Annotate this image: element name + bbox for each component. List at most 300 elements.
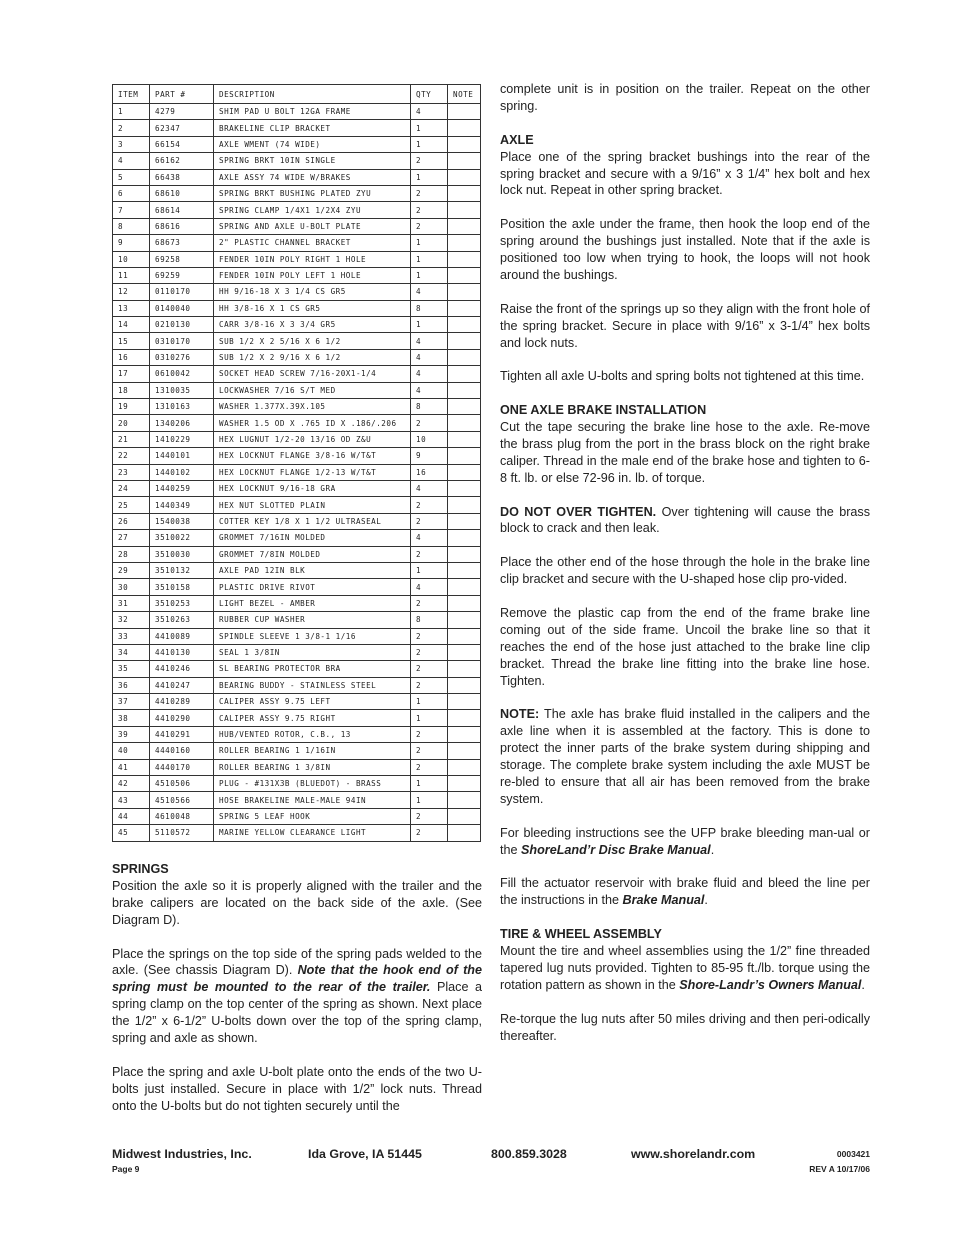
table-cell: 5110572 xyxy=(150,825,214,841)
table-cell: 8 xyxy=(411,399,448,415)
table-cell: PLASTIC DRIVE RIVOT xyxy=(214,579,411,595)
table-row xyxy=(113,218,481,234)
table-cell xyxy=(448,808,481,824)
table-cell: 1 xyxy=(113,104,150,120)
table-cell: ROLLER BEARING 1 1/16IN xyxy=(214,743,411,759)
table-cell: 4440160 xyxy=(150,743,214,759)
table-cell: FENDER 10IN POLY RIGHT 1 HOLE xyxy=(214,251,411,267)
table-cell: 25 xyxy=(113,497,150,513)
table-cell xyxy=(448,448,481,464)
table-row xyxy=(113,153,481,169)
table-row xyxy=(113,300,481,316)
table-row xyxy=(113,546,481,562)
table-cell: 10 xyxy=(113,251,150,267)
table-cell: 1 xyxy=(411,694,448,710)
table-cell: 68616 xyxy=(150,218,214,234)
springs-heading: SPRINGS xyxy=(112,862,169,876)
table-cell xyxy=(448,382,481,398)
table-cell: 4410089 xyxy=(150,628,214,644)
bleeding-text: For bleeding instructions see the UFP brake bleeding man-ual or the xyxy=(500,825,870,857)
table-cell: 4 xyxy=(411,579,448,595)
brake-warning: DO NOT OVER TIGHTEN. xyxy=(500,504,657,519)
table-cell: 1310163 xyxy=(150,399,214,415)
table-cell: 2 xyxy=(411,759,448,775)
table-cell: 69259 xyxy=(150,267,214,283)
footer-website: www.shorelandr.com xyxy=(631,1147,756,1161)
table-cell: 2 xyxy=(411,808,448,824)
table-cell: SL BEARING PROTECTOR BRA xyxy=(214,661,411,677)
table-cell: 1410229 xyxy=(150,431,214,447)
table-row xyxy=(113,202,481,218)
table-cell xyxy=(448,349,481,365)
table-cell xyxy=(448,218,481,234)
table-row xyxy=(113,185,481,201)
table-cell: 2 xyxy=(411,153,448,169)
table-cell: COTTER KEY 1/8 X 1 1/2 ULTRASEAL xyxy=(214,513,411,529)
axle-heading: AXLE xyxy=(500,132,534,147)
table-cell: 14 xyxy=(113,317,150,333)
table-cell xyxy=(448,104,481,120)
axle-paragraph-1: Place one of the spring bracket bushings into the rear of the spring bracket and secure with a 9/16” x 3 1/4” hex bolt and hex lock nut. Repeat in other spring bracket. xyxy=(500,149,870,198)
table-cell: 33 xyxy=(113,628,150,644)
table-row xyxy=(113,661,481,677)
table-row xyxy=(113,333,481,349)
axle-paragraph-4: Tighten all axle U-bolts and spring bolts not tightened at this time. xyxy=(500,369,865,384)
table-cell: 4 xyxy=(411,104,448,120)
table-cell: 0110170 xyxy=(150,284,214,300)
table-row xyxy=(113,726,481,742)
table-cell: 0310276 xyxy=(150,349,214,365)
table-cell: 4 xyxy=(411,349,448,365)
table-row xyxy=(113,349,481,365)
table-cell: SUB 1/2 X 2 9/16 X 6 1/2 xyxy=(214,349,411,365)
table-cell: 16 xyxy=(411,464,448,480)
table-cell: 36 xyxy=(113,677,150,693)
table-cell: SPRING 5 LEAF HOOK xyxy=(214,808,411,824)
table-cell xyxy=(448,694,481,710)
table-row xyxy=(113,677,481,693)
table-cell: GROMMET 7/16IN MOLDED xyxy=(214,530,411,546)
table-cell: 1 xyxy=(411,317,448,333)
table-cell: 34 xyxy=(113,644,150,660)
bleeding-end: . xyxy=(710,842,715,857)
table-cell: 4 xyxy=(411,382,448,398)
table-row xyxy=(113,104,481,120)
table-row xyxy=(113,448,481,464)
note-text: The axle has brake fluid installed in the calipers and the axle line when it is assembled at the factory. This is done to protect the inner parts of the brake system during shipping and storage. The complete brake system including the axle MUST be re-bled to ensure that all air has been removed from the brake system. xyxy=(500,707,870,806)
table-cell: 4510506 xyxy=(150,776,214,792)
table-cell xyxy=(448,169,481,185)
table-cell: 2 xyxy=(411,628,448,644)
table-row xyxy=(113,579,481,595)
table-cell: CARR 3/8-16 X 3 3/4 GR5 xyxy=(214,317,411,333)
table-row xyxy=(113,399,481,415)
table-cell: 3510263 xyxy=(150,612,214,628)
table-cell: LIGHT BEZEL - AMBER xyxy=(214,595,411,611)
table-cell: SPRING BRKT BUSHING PLATED ZYU xyxy=(214,185,411,201)
table-cell: 1 xyxy=(411,169,448,185)
table-row xyxy=(113,464,481,480)
table-cell: 15 xyxy=(113,333,150,349)
table-cell: 1440102 xyxy=(150,464,214,480)
table-cell: 2 xyxy=(113,120,150,136)
table-cell: 20 xyxy=(113,415,150,431)
table-cell: SUB 1/2 X 2 5/16 X 6 1/2 xyxy=(214,333,411,349)
brake-paragraph-4: Remove the plastic cap from the end of the frame brake line coming out of the side frame. Uncoil the brake line so that it reaches the end of the hose just attached to the brake line clip bracket. Thread the brake line fitting into the brake line hose. Tighten. xyxy=(500,605,870,688)
table-cell: 6 xyxy=(113,185,150,201)
springs-paragraph-3: Place the spring and axle U-bolt plate onto the ends of the two U-bolts just installed. Secure in place with 1/2” lock nuts. Thread onto the U-bolts but do not tighten securely until the xyxy=(112,1064,482,1113)
table-cell xyxy=(448,136,481,152)
table-cell: 31 xyxy=(113,595,150,611)
table-row xyxy=(113,497,481,513)
table-cell: 8 xyxy=(411,612,448,628)
table-cell: HOSE BRAKELINE MALE-MALE 94IN xyxy=(214,792,411,808)
table-cell xyxy=(448,825,481,841)
table-cell xyxy=(448,202,481,218)
table-cell: 11 xyxy=(113,267,150,283)
table-cell: 29 xyxy=(113,562,150,578)
table-row xyxy=(113,136,481,152)
table-cell: 2 xyxy=(411,644,448,660)
table-cell: SPRING CLAMP 1/4X1 1/2X4 ZYU xyxy=(214,202,411,218)
table-cell xyxy=(448,579,481,595)
footer-city: Ida Grove, IA 51445 xyxy=(308,1147,422,1161)
table-cell: BEARING BUDDY - STAINLESS STEEL xyxy=(214,677,411,693)
table-row xyxy=(113,366,481,382)
table-cell: 2 xyxy=(411,546,448,562)
table-cell: 4410291 xyxy=(150,726,214,742)
table-cell: 41 xyxy=(113,759,150,775)
table-cell: 27 xyxy=(113,530,150,546)
table-cell: 38 xyxy=(113,710,150,726)
table-cell: 4410247 xyxy=(150,677,214,693)
table-cell: 9 xyxy=(113,235,150,251)
table-cell: 2" PLASTIC CHANNEL BRACKET xyxy=(214,235,411,251)
right-column xyxy=(500,81,870,1044)
table-cell: 1 xyxy=(411,235,448,251)
table-cell: 1310035 xyxy=(150,382,214,398)
table-cell: 4 xyxy=(113,153,150,169)
owners-manual-ref: Shore-Landr’s Owners Manual xyxy=(679,977,862,992)
table-row xyxy=(113,251,481,267)
table-cell: SEAL 1 3/8IN xyxy=(214,644,411,660)
parts-header-cell: NOTE xyxy=(448,85,481,104)
table-cell: 4510566 xyxy=(150,792,214,808)
table-cell xyxy=(448,743,481,759)
table-row xyxy=(113,480,481,496)
table-cell: 4610048 xyxy=(150,808,214,824)
table-cell: HEX LOCKNUT FLANGE 3/8-16 W/T&T xyxy=(214,448,411,464)
table-cell: 1440349 xyxy=(150,497,214,513)
table-cell xyxy=(448,415,481,431)
table-row xyxy=(113,317,481,333)
table-cell xyxy=(448,366,481,382)
table-row xyxy=(113,562,481,578)
table-row xyxy=(113,530,481,546)
note-label: NOTE: xyxy=(500,707,540,722)
table-cell: 10 xyxy=(411,431,448,447)
table-cell xyxy=(448,480,481,496)
table-row xyxy=(113,612,481,628)
table-cell xyxy=(448,464,481,480)
table-cell: 3510158 xyxy=(150,579,214,595)
table-cell: HH 9/16-18 X 3 1/4 CS GR5 xyxy=(214,284,411,300)
springs-paragraph-2 xyxy=(112,946,482,1047)
footer-company: Midwest Industries, Inc. xyxy=(112,1147,252,1161)
table-row xyxy=(113,792,481,808)
table-row xyxy=(113,743,481,759)
springs-warning: Note that the hook end of the spring must be mounted to the rear of the trailer. xyxy=(112,963,482,995)
table-cell: BRAKELINE CLIP BRACKET xyxy=(214,120,411,136)
table-cell: WASHER 1.5 OD X .765 ID X .186/.206 xyxy=(214,415,411,431)
table-cell: 8 xyxy=(411,300,448,316)
table-cell: 1 xyxy=(411,120,448,136)
table-cell xyxy=(448,399,481,415)
brake-paragraph-3: Place the other end of the hose through the hole in the brake line clip bracket and secure with the U-shaped hose clip pro-vided. xyxy=(500,555,870,587)
table-cell: 18 xyxy=(113,382,150,398)
table-row xyxy=(113,776,481,792)
footer-phone: 800.859.3028 xyxy=(491,1147,567,1161)
springs-text: Place the springs on the top side of the spring pads welded to the axle. (See chassis Diagram D). xyxy=(112,946,482,978)
table-cell: AXLE WMENT (74 WIDE) xyxy=(214,136,411,152)
table-cell xyxy=(448,562,481,578)
table-row xyxy=(113,513,481,529)
axle-paragraph-3: Raise the front of the springs up so they align with the front hole of the spring bracket. Secure in place with 9/16” x 3-1/4” hex bolts and lock nuts. xyxy=(500,301,870,350)
table-cell: 4 xyxy=(411,530,448,546)
table-cell: GROMMET 7/8IN MOLDED xyxy=(214,546,411,562)
table-cell xyxy=(448,677,481,693)
table-cell: 4410246 xyxy=(150,661,214,677)
table-cell: 2 xyxy=(411,726,448,742)
tire-paragraph xyxy=(500,943,870,994)
table-cell: WASHER 1.377X.39X.105 xyxy=(214,399,411,415)
table-cell xyxy=(448,759,481,775)
table-cell: 40 xyxy=(113,743,150,759)
parts-header-cell: QTY xyxy=(411,85,448,104)
table-row xyxy=(113,120,481,136)
table-cell: 19 xyxy=(113,399,150,415)
fill-paragraph xyxy=(500,875,870,909)
table-cell: HEX LUGNUT 1/2-20 13/16 OD Z&U xyxy=(214,431,411,447)
table-cell: 2 xyxy=(411,497,448,513)
footer-doc-number: 0003421 xyxy=(836,1149,870,1159)
bleeding-paragraph xyxy=(500,825,870,859)
table-cell xyxy=(448,185,481,201)
table-cell: 13 xyxy=(113,300,150,316)
table-cell: 1440259 xyxy=(150,480,214,496)
table-row xyxy=(113,644,481,660)
table-cell xyxy=(448,628,481,644)
table-cell: 3510030 xyxy=(150,546,214,562)
table-cell: 2 xyxy=(411,415,448,431)
table-cell: 2 xyxy=(411,661,448,677)
table-cell: CALIPER ASSY 9.75 LEFT xyxy=(214,694,411,710)
table-cell xyxy=(448,153,481,169)
table-cell: 45 xyxy=(113,825,150,841)
continued-paragraph: complete unit is in position on the trailer. Repeat on the other spring. xyxy=(500,82,870,113)
tire-text: Mount the tire and wheel assemblies using the 1/2” fine threaded tapered lug nuts provided. Tighten to 85-95 ft./lb. torque using the rotation pattern as shown in the xyxy=(500,944,870,992)
table-cell: 4440170 xyxy=(150,759,214,775)
table-row xyxy=(113,825,481,841)
table-cell: MARINE YELLOW CLEARANCE LIGHT xyxy=(214,825,411,841)
table-cell: 66154 xyxy=(150,136,214,152)
table-cell: HEX LOCKNUT 9/16-18 GRA xyxy=(214,480,411,496)
table-cell: 1 xyxy=(411,562,448,578)
table-cell: 66438 xyxy=(150,169,214,185)
note-paragraph xyxy=(500,706,870,807)
table-cell xyxy=(448,595,481,611)
table-cell: SPRING AND AXLE U-BOLT PLATE xyxy=(214,218,411,234)
table-cell: 4410289 xyxy=(150,694,214,710)
table-cell: 17 xyxy=(113,366,150,382)
table-cell: 35 xyxy=(113,661,150,677)
fill-end: . xyxy=(704,893,708,908)
table-cell: 2 xyxy=(411,825,448,841)
table-row xyxy=(113,235,481,251)
table-cell: 4410290 xyxy=(150,710,214,726)
table-cell: 2 xyxy=(411,677,448,693)
table-cell: 5 xyxy=(113,169,150,185)
table-cell: 12 xyxy=(113,284,150,300)
table-cell: 43 xyxy=(113,792,150,808)
table-cell: 2 xyxy=(411,185,448,201)
parts-header-cell: PART # xyxy=(150,85,214,104)
parts-table-body xyxy=(113,104,481,842)
table-cell: 1 xyxy=(411,136,448,152)
springs-paragraph-1: Position the axle so it is properly aligned with the trailer and the brake calipers are located on the back side of the axle. (See Diagram D). xyxy=(112,878,482,927)
table-cell: FENDER 10IN POLY LEFT 1 HOLE xyxy=(214,267,411,283)
table-cell: 1 xyxy=(411,792,448,808)
table-cell: 1 xyxy=(411,251,448,267)
table-cell xyxy=(448,235,481,251)
table-cell xyxy=(448,333,481,349)
table-cell: AXLE PAD 12IN BLK xyxy=(214,562,411,578)
table-cell: 66162 xyxy=(150,153,214,169)
table-cell: 28 xyxy=(113,546,150,562)
table-cell: 23 xyxy=(113,464,150,480)
table-cell: 68614 xyxy=(150,202,214,218)
table-cell xyxy=(448,710,481,726)
table-cell: 0310170 xyxy=(150,333,214,349)
table-cell: SPRING BRKT 10IN SINGLE xyxy=(214,153,411,169)
table-cell: 3 xyxy=(113,136,150,152)
table-cell: 0140040 xyxy=(150,300,214,316)
axle-paragraph-2: Position the axle under the frame, then hook the loop end of the spring around the bushings just installed. Note that if the axle is positioned too low when trying to hook, the loops will not hook around the bushings. xyxy=(500,217,870,282)
table-cell: 68673 xyxy=(150,235,214,251)
table-cell: SHIM PAD U BOLT 12GA FRAME xyxy=(214,104,411,120)
table-cell xyxy=(448,776,481,792)
table-cell: 26 xyxy=(113,513,150,529)
brake-paragraph-1: Cut the tape securing the brake line hose to the axle. Re-move the brass plug from the port in the brass block on the right brake caliper. Thread in the male end of the brake hose and tighten to 6-8 ft. lb. or else 72-96 in. lb. of torque. xyxy=(500,420,870,485)
table-cell: 7 xyxy=(113,202,150,218)
disc-brake-manual-ref: ShoreLand’r Disc Brake Manual xyxy=(521,842,711,857)
table-cell xyxy=(448,120,481,136)
footer-revision: REV A 10/17/06 xyxy=(809,1164,870,1174)
table-cell: HUB/VENTED ROTOR, C.B., 13 xyxy=(214,726,411,742)
table-cell: CALIPER ASSY 9.75 RIGHT xyxy=(214,710,411,726)
table-cell: 30 xyxy=(113,579,150,595)
tire-heading: TIRE & WHEEL ASSEMBLY xyxy=(500,927,662,942)
table-cell: 69258 xyxy=(150,251,214,267)
table-cell xyxy=(448,726,481,742)
table-cell: SPINDLE SLEEVE 1 3/8-1 1/16 xyxy=(214,628,411,644)
table-cell: 4 xyxy=(411,480,448,496)
parts-table xyxy=(112,84,481,842)
table-cell: 4 xyxy=(411,333,448,349)
table-cell: 1 xyxy=(411,710,448,726)
brake-manual-ref: Brake Manual xyxy=(622,893,705,908)
table-cell: 0210130 xyxy=(150,317,214,333)
table-cell: 4 xyxy=(411,366,448,382)
table-cell: ROLLER BEARING 1 3/8IN xyxy=(214,759,411,775)
table-cell: 4 xyxy=(411,284,448,300)
table-row xyxy=(113,284,481,300)
parts-header-cell: DESCRIPTION xyxy=(214,85,411,104)
parts-header-cell: ITEM xyxy=(113,85,150,104)
table-cell: AXLE ASSY 74 WIDE W/BRAKES xyxy=(214,169,411,185)
footer-page-number: Page 9 xyxy=(112,1164,140,1174)
table-cell: 39 xyxy=(113,726,150,742)
table-row xyxy=(113,628,481,644)
table-row xyxy=(113,382,481,398)
table-cell: PLUG - #131X3B (BLUEDOT) - BRASS xyxy=(214,776,411,792)
table-cell: 2 xyxy=(411,513,448,529)
table-row xyxy=(113,759,481,775)
table-cell: 22 xyxy=(113,448,150,464)
table-cell xyxy=(448,251,481,267)
table-row xyxy=(113,431,481,447)
table-row xyxy=(113,169,481,185)
table-cell: 16 xyxy=(113,349,150,365)
table-cell: 4279 xyxy=(150,104,214,120)
tire-end: . xyxy=(861,977,865,992)
table-cell: 2 xyxy=(411,218,448,234)
table-cell: RUBBER CUP WASHER xyxy=(214,612,411,628)
table-cell xyxy=(448,317,481,333)
retorque-paragraph: Re-torque the lug nuts after 50 miles driving and then peri-odically thereafter. xyxy=(500,1011,870,1043)
table-cell: 0610042 xyxy=(150,366,214,382)
left-column xyxy=(112,861,482,1115)
table-cell: HEX LOCKNUT FLANGE 1/2-13 W/T&T xyxy=(214,464,411,480)
table-cell: 1 xyxy=(411,267,448,283)
table-cell: 32 xyxy=(113,612,150,628)
table-cell: 1440101 xyxy=(150,448,214,464)
brake-heading: ONE AXLE BRAKE INSTALLATION xyxy=(500,403,707,418)
table-cell: 3510253 xyxy=(150,595,214,611)
table-cell xyxy=(448,284,481,300)
table-cell xyxy=(448,612,481,628)
table-cell: 68610 xyxy=(150,185,214,201)
table-cell: 2 xyxy=(411,202,448,218)
table-cell: 2 xyxy=(411,595,448,611)
table-row xyxy=(113,694,481,710)
table-row xyxy=(113,595,481,611)
table-cell xyxy=(448,792,481,808)
table-cell xyxy=(448,497,481,513)
table-cell xyxy=(448,513,481,529)
table-cell: 1540038 xyxy=(150,513,214,529)
table-cell: 62347 xyxy=(150,120,214,136)
table-cell: 2 xyxy=(411,743,448,759)
table-row xyxy=(113,415,481,431)
table-cell: LOCKWASHER 7/16 S/T MED xyxy=(214,382,411,398)
table-cell xyxy=(448,546,481,562)
table-cell: 9 xyxy=(411,448,448,464)
table-cell xyxy=(448,300,481,316)
table-cell: 21 xyxy=(113,431,150,447)
table-cell: HH 3/8-16 X 1 CS GR5 xyxy=(214,300,411,316)
table-cell xyxy=(448,267,481,283)
